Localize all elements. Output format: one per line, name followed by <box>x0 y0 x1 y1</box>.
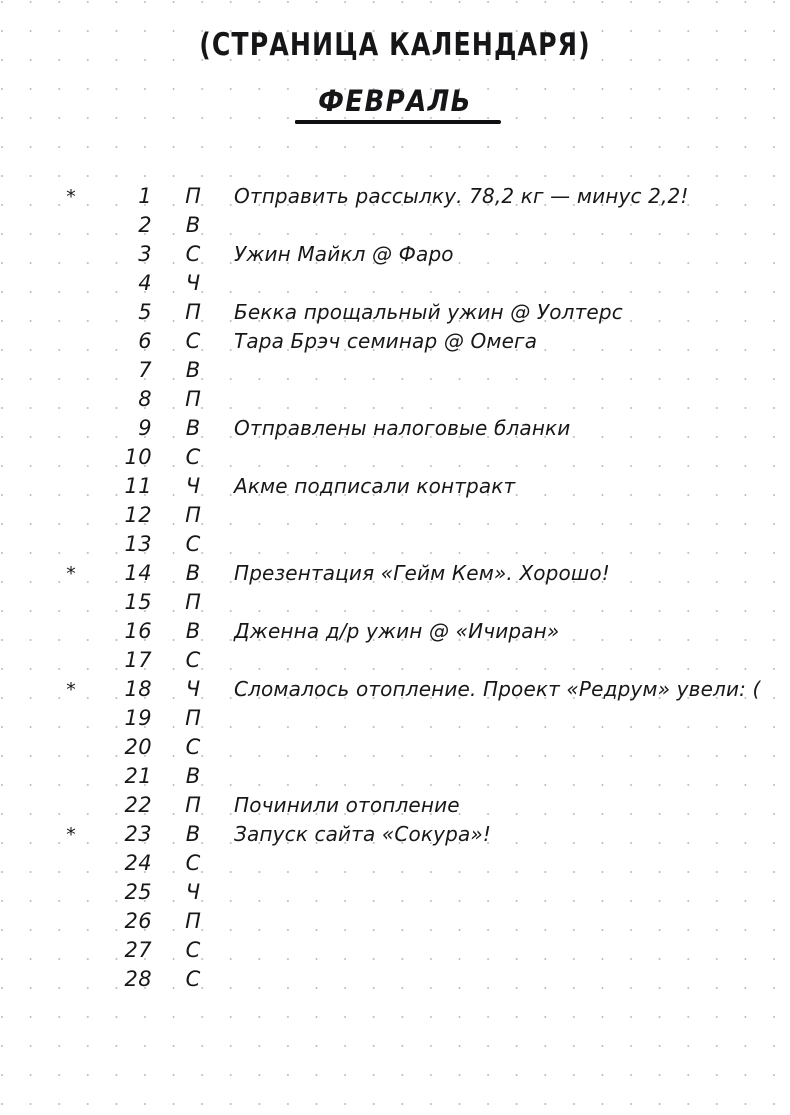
day-number: 2 <box>138 213 152 237</box>
weekday-letter: П <box>185 184 201 208</box>
calendar-row[interactable] <box>0 849 790 878</box>
weekday-letter: С <box>185 967 201 991</box>
day-number: 14 <box>124 561 152 585</box>
day-number: 11 <box>124 474 152 498</box>
day-number: 19 <box>124 706 152 730</box>
weekday-letter: С <box>185 532 201 556</box>
calendar-row[interactable] <box>0 965 790 994</box>
day-note[interactable]: Отправить рассылку. 78,2 кг — минус 2,2! <box>234 184 689 208</box>
day-note[interactable]: Отправлены налоговые бланки <box>234 416 571 440</box>
day-note[interactable]: Тара Брэч семинар @ Омега <box>234 329 538 353</box>
weekday-letter: В <box>185 561 201 585</box>
weekday-letter: Ч <box>185 677 201 701</box>
day-note[interactable]: Бекка прощальный ужин @ Уолтерс <box>234 300 623 324</box>
calendar-row[interactable] <box>0 878 790 907</box>
weekday-letter: Ч <box>185 271 201 295</box>
calendar-row[interactable] <box>0 646 790 675</box>
day-number: 3 <box>138 242 152 266</box>
day-number: 20 <box>124 735 152 759</box>
calendar-row[interactable] <box>0 501 790 530</box>
weekday-letter: С <box>185 242 201 266</box>
month-title: ФЕВРАЛЬ <box>318 85 472 119</box>
calendar-row[interactable] <box>0 211 790 240</box>
day-note[interactable]: Презентация «Гейм Кем». Хорошо! <box>234 561 610 585</box>
page-title: (СТРАНИЦА КАЛЕНДАРЯ) <box>199 26 591 63</box>
day-number: 1 <box>138 184 152 208</box>
calendar-row[interactable] <box>0 269 790 298</box>
weekday-letter: С <box>185 648 201 672</box>
day-number: 24 <box>124 851 152 875</box>
day-number: 23 <box>124 822 152 846</box>
calendar-row[interactable] <box>0 298 790 327</box>
calendar-row[interactable] <box>0 617 790 646</box>
weekday-letter: В <box>185 416 201 440</box>
calendar-row[interactable] <box>0 240 790 269</box>
day-number: 7 <box>138 358 152 382</box>
day-number: 5 <box>138 300 152 324</box>
day-number: 12 <box>124 503 152 527</box>
day-number: 28 <box>124 967 152 991</box>
day-number: 18 <box>124 677 152 701</box>
calendar-row[interactable] <box>0 907 790 936</box>
day-number: 17 <box>124 648 152 672</box>
weekday-letter: В <box>185 619 201 643</box>
calendar-row[interactable] <box>0 327 790 356</box>
day-number: 25 <box>124 880 152 904</box>
weekday-letter: В <box>185 822 201 846</box>
day-note[interactable]: Сломалось отопление. Проект «Редрум» увели: ( <box>234 677 761 701</box>
calendar-row[interactable] <box>0 414 790 443</box>
day-number: 8 <box>138 387 152 411</box>
weekday-letter: Ч <box>185 880 201 904</box>
weekday-letter: В <box>185 358 201 382</box>
calendar-row[interactable] <box>0 588 790 617</box>
day-note[interactable]: Дженна д/р ужин @ «Ичиран» <box>234 619 560 643</box>
day-number: 27 <box>124 938 152 962</box>
day-number: 26 <box>124 909 152 933</box>
weekday-letter: С <box>185 329 201 353</box>
highlight-star-icon: * <box>66 563 76 585</box>
calendar-row[interactable] <box>0 820 790 849</box>
day-note[interactable]: Починили отопление <box>234 793 460 817</box>
day-number: 15 <box>124 590 152 614</box>
calendar-row[interactable] <box>0 356 790 385</box>
weekday-letter: В <box>185 213 201 237</box>
weekday-letter: П <box>185 387 201 411</box>
calendar-row[interactable] <box>0 472 790 501</box>
day-number: 13 <box>124 532 152 556</box>
calendar-row[interactable] <box>0 704 790 733</box>
calendar-row[interactable] <box>0 936 790 965</box>
highlight-star-icon: * <box>66 824 76 846</box>
day-note[interactable]: Запуск сайта «Сокура»! <box>234 822 492 846</box>
weekday-letter: П <box>185 590 201 614</box>
weekday-letter: С <box>185 735 201 759</box>
day-number: 9 <box>138 416 152 440</box>
calendar-row[interactable] <box>0 530 790 559</box>
day-note[interactable]: Ужин Майкл @ Фаро <box>234 242 454 266</box>
calendar-row[interactable] <box>0 762 790 791</box>
day-number: 21 <box>124 764 152 788</box>
calendar-row[interactable] <box>0 559 790 588</box>
weekday-letter: П <box>185 706 201 730</box>
weekday-letter: С <box>185 938 201 962</box>
day-note[interactable]: Акме подписали контракт <box>234 474 516 498</box>
weekday-letter: П <box>185 793 201 817</box>
weekday-letter: С <box>185 851 201 875</box>
calendar-row[interactable] <box>0 182 790 211</box>
weekday-letter: В <box>185 764 201 788</box>
day-number: 22 <box>124 793 152 817</box>
month-title-underline <box>295 120 501 124</box>
highlight-star-icon: * <box>66 679 76 701</box>
weekday-letter: Ч <box>185 474 201 498</box>
calendar-day-list <box>0 182 790 994</box>
calendar-row[interactable] <box>0 733 790 762</box>
weekday-letter: С <box>185 445 201 469</box>
day-number: 16 <box>124 619 152 643</box>
day-number: 10 <box>124 445 152 469</box>
weekday-letter: П <box>185 503 201 527</box>
calendar-row[interactable] <box>0 675 790 704</box>
day-number: 6 <box>138 329 152 353</box>
day-number: 4 <box>138 271 152 295</box>
highlight-star-icon: * <box>66 186 76 208</box>
weekday-letter: П <box>185 909 201 933</box>
calendar-row[interactable] <box>0 385 790 414</box>
weekday-letter: П <box>185 300 201 324</box>
calendar-row[interactable] <box>0 443 790 472</box>
calendar-row[interactable] <box>0 791 790 820</box>
